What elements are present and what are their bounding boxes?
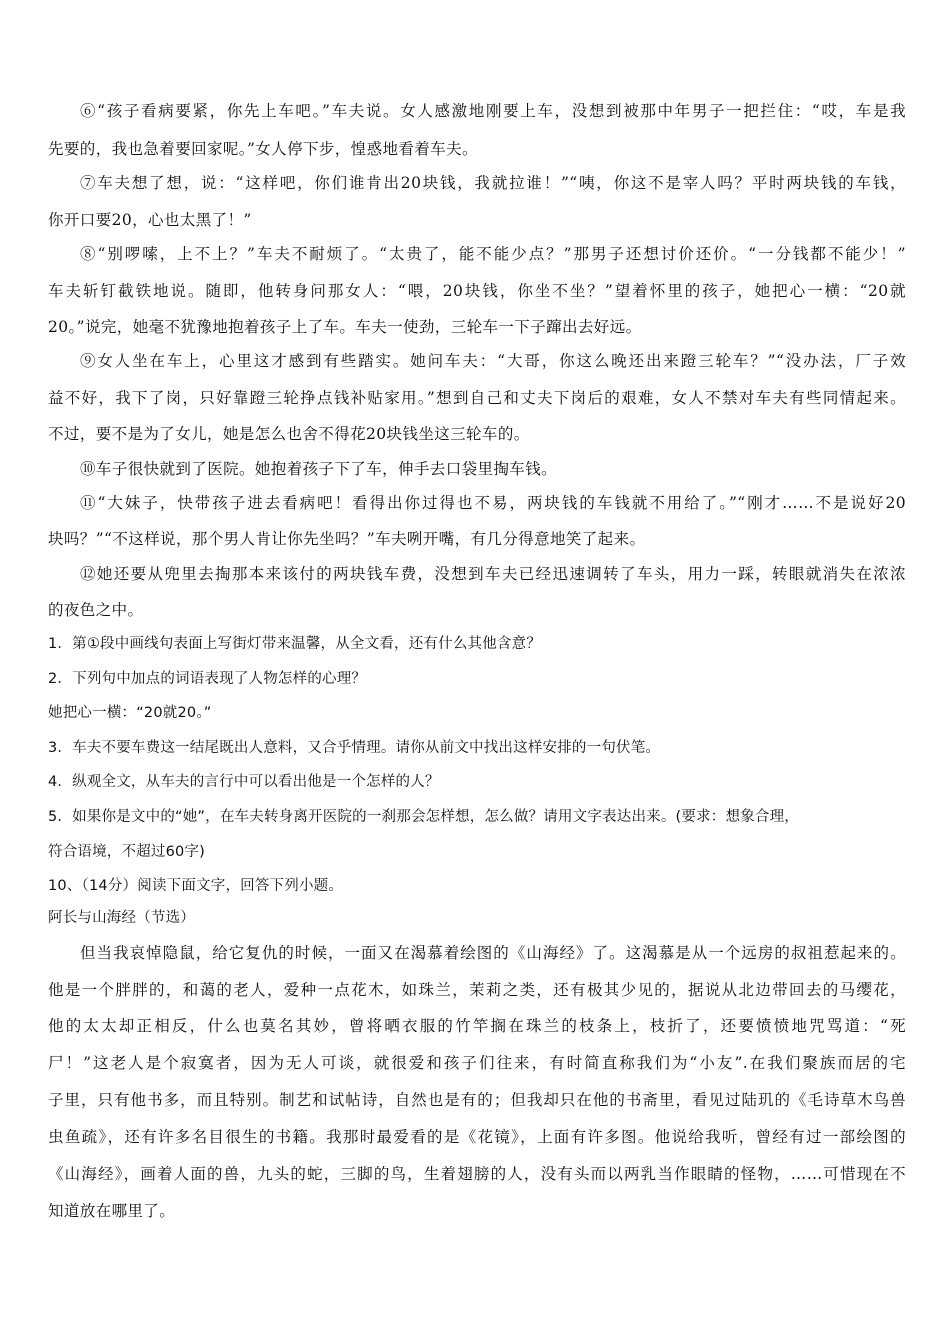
story-line: 益不好，我下了岗，只好靠蹬三轮挣点钱补贴家用。”想到自己和丈夫下岗后的艰难，女人不禁对车夫有些同情起来。	[48, 389, 906, 407]
story-line: 先要的，我也急着要回家呢。”女人停下步，惶惑地看着车夫。	[48, 140, 478, 158]
question-2: 2．下列句中加点的词语表现了人物怎样的心理？	[48, 671, 367, 687]
story-line: ⑪“大妹子，快带孩子进去看病吧！看得出你过得也不易，两块钱的车钱就不用给了。”“刚才……不是说好20	[80, 494, 906, 512]
story-line: 不过，要不是为了女儿，她是怎么也舍不得花20块钱坐这三轮车的。	[48, 425, 530, 443]
story-line: ⑫她还要从兜里去掏那本来该付的两块钱车费，没想到车夫已经迅速调转了车头，用力一踩，转眼就消失在浓浓	[80, 565, 906, 583]
story-line: 你开口要20，心也太黑了！”	[48, 211, 252, 229]
passage-line: 但当我哀悼隐鼠，给它复仇的时候，一面又在渴慕着绘图的《山海经》了。这渴慕是从一个远房的叔祖惹起来的。	[80, 944, 906, 962]
story-line: 车夫斩钉截铁地说。随即，他转身问那女人：“喂，20块钱，你坐不坐？”望着怀里的孩子，她把心一横：“20就	[48, 282, 906, 300]
story-line: ⑨女人坐在车上，心里这才感到有些踏实。她问车夫：“大哥，你这么晚还出来蹬三轮车？”“没办法，厂子效	[80, 352, 906, 370]
question-5-cont: 符合语境，不超过60字)	[48, 844, 206, 860]
question-4: 4．纵观全文，从车夫的言行中可以看出他是一个怎样的人？	[48, 774, 440, 790]
section-10-heading: 10、（14分）阅读下面文字，回答下列小题。	[48, 878, 344, 894]
passage-line: 知道放在哪里了。	[48, 1202, 176, 1220]
passage-line: 他的太太却正相反，什么也莫名其妙，曾将晒衣服的竹竿搁在珠兰的枝条上，枝折了，还要愤愤地咒骂道：“死	[48, 1017, 906, 1035]
passage-line: 《山海经》，画着人面的兽，九头的蛇，三脚的鸟，生着翅膀的人，没有头而以两乳当作眼睛的怪物，……可惜现在不	[48, 1165, 906, 1183]
story-line: ⑩车子很快就到了医院。她抱着孩子下了车，伸手去口袋里掏车钱。	[80, 460, 558, 478]
story-line: ⑧“别啰嗦，上不上？”车夫不耐烦了。“太贵了，能不能少点？”那男子还想讨价还价。“一分钱都不能少！”	[80, 245, 906, 263]
story-line: ⑥“孩子看病要紧，你先上车吧。”车夫说。女人感激地刚要上车，没想到被那中年男子一把拦住：“哎，车是我	[80, 102, 906, 120]
story-line: 的夜色之中。	[48, 601, 144, 619]
story-line: ⑦车夫想了想，说：“这样吧，你们谁肯出20块钱，我就拉谁！”“咦，你这不是宰人吗？平时两块钱的车钱，	[80, 174, 906, 192]
passage-line: 虫鱼疏》，还有许多名目很生的书籍。我那时最爱看的是《花镜》，上面有许多图。他说给我听，曾经有过一部绘图的	[48, 1128, 906, 1146]
story-line: 20。”说完，她毫不犹豫地抱着孩子上了车。车夫一使劲，三轮车一下子蹿出去好远。	[48, 318, 642, 336]
question-1: 1．第①段中画线句表面上写街灯带来温馨，从全文看，还有什么其他含意？	[48, 636, 542, 652]
story-line: 块吗？”“不这样说，那个男人肯让你先坐吗？”车夫咧开嘴，有几分得意地笑了起来。	[48, 530, 646, 548]
passage-line: 尸！”这老人是个寂寞者，因为无人可谈，就很爱和孩子们往来，有时简直称我们为“小友”.在我们聚族而居的宅	[48, 1054, 906, 1072]
question-3: 3．车夫不要车费这一结尾既出人意料，又合乎情理。请你从前文中找出这样安排的一句伏笔。	[48, 740, 661, 756]
question-2-quote: 她把心一横：“20就20。”	[48, 705, 212, 721]
passage-title: 阿长与山海经（节选）	[48, 910, 195, 926]
passage-line: 子里，只有他书多，而且特别。制艺和试帖诗，自然也是有的；但我却只在他的书斋里，看见过陆玑的《毛诗草木鸟兽	[48, 1091, 906, 1109]
passage-line: 他是一个胖胖的，和蔼的老人，爱种一点花木，如珠兰，茉莉之类，还有极其少见的，据说从北边带回去的马缨花，	[48, 981, 906, 999]
question-5: 5．如果你是文中的“她”，在车夫转身离开医院的一刹那会怎样想，怎么做？请用文字表达出来。(要求：想象合理，	[48, 809, 800, 825]
